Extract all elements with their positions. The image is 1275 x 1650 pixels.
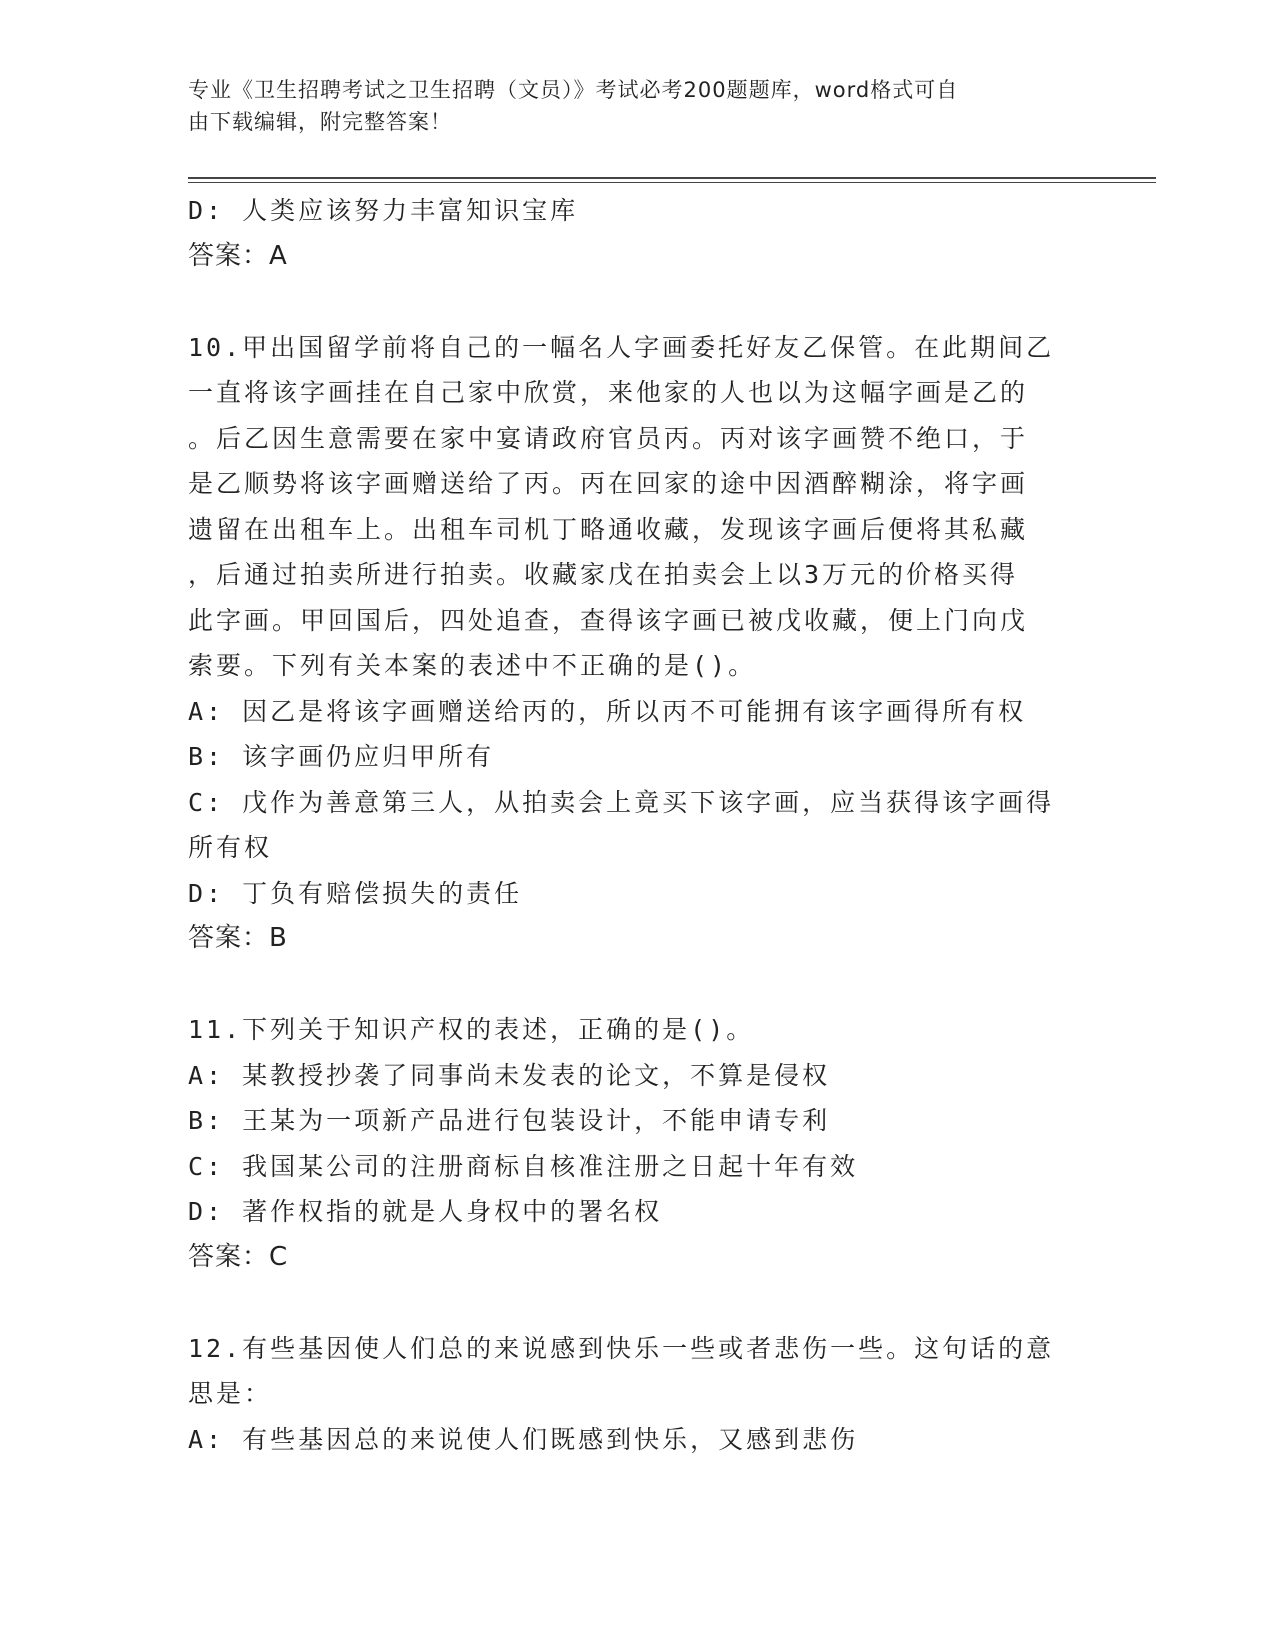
q10-option-c-line-1: C: 戊作为善意第三人，从拍卖会上竟买下该字画，应当获得该字画得 <box>188 787 1055 817</box>
q11-answer: 答案：C <box>188 1241 289 1272</box>
q12-option-a: A: 有些基因总的来说使人们既感到快乐，又感到悲伤 <box>188 1424 859 1454</box>
q9-answer: 答案：A <box>188 240 288 271</box>
q10-option-c-line-2: 所有权 <box>188 833 273 862</box>
q9-option-d: D: 人类应该努力丰富知识宝库 <box>188 196 579 225</box>
header-title-line-2: 由下载编辑，附完整答案！ <box>188 110 452 134</box>
question-9-tail <box>188 188 1088 279</box>
q10-stem-line-5: 遗留在出租车上。出租车司机丁略通收藏，发现该字画后便将其私藏 <box>188 514 1029 544</box>
q10-option-d: D: 丁负有赔偿损失的责任 <box>188 878 523 908</box>
page-header <box>188 74 1068 138</box>
q10-stem-line-1: 10.甲出国留学前将自己的一幅名人字画委托好友乙保管。在此期间乙 <box>188 332 1055 362</box>
question-10 <box>188 325 1088 962</box>
spacer <box>188 279 1088 325</box>
header-title-line-1: 专业《卫生招聘考试之卫生招聘（文员）》考试必考200题题库，word格式可自 <box>188 78 959 102</box>
question-11 <box>188 1007 1088 1280</box>
q10-stem-line-8: 索要。下列有关本案的表述中不正确的是()。 <box>188 651 757 680</box>
q10-stem-line-2: 一直将该字画挂在自己家中欣赏，来他家的人也以为这幅字画是乙的 <box>188 378 1029 407</box>
q11-stem: 11.下列关于知识产权的表述，正确的是()。 <box>188 1015 755 1044</box>
q10-option-a: A: 因乙是将该字画赠送给丙的，所以丙不可能拥有该字画得所有权 <box>188 696 1027 726</box>
header-divider-thick <box>188 177 1156 179</box>
question-12 <box>188 1326 1088 1463</box>
q11-option-a: A: 某教授抄袭了同事尚未发表的论文，不算是侵权 <box>188 1060 831 1090</box>
header-divider-thin <box>188 182 1156 183</box>
q11-option-c: C: 我国某公司的注册商标自核准注册之日起十年有效 <box>188 1151 859 1181</box>
q10-stem-line-7: 此字画。甲回国后，四处追查，查得该字画已被戊收藏，便上门向戊 <box>188 605 1029 635</box>
q11-option-b: B: 王某为一项新产品进行包装设计，不能申请专利 <box>188 1106 831 1135</box>
spacer <box>188 1280 1088 1326</box>
q10-stem-line-6: ，后通过拍卖所进行拍卖。收藏家戊在拍卖会上以3万元的价格买得 <box>188 560 1019 589</box>
q10-option-b: B: 该字画仍应归甲所有 <box>188 742 495 771</box>
document-body <box>188 188 1088 1462</box>
q12-stem-line-2: 思是： <box>188 1379 273 1408</box>
q11-option-d: D: 著作权指的就是人身权中的署名权 <box>188 1197 663 1226</box>
q10-answer: 答案：B <box>188 923 288 953</box>
q10-stem-line-3: 。后乙因生意需要在家中宴请政府官员丙。丙对该字画赞不绝口，于 <box>188 423 1029 453</box>
spacer <box>188 962 1088 1008</box>
q12-stem-line-1: 12.有些基因使人们总的来说感到快乐一些或者悲伤一些。这句话的意 <box>188 1333 1055 1363</box>
q10-stem-line-4: 是乙顺势将该字画赠送给了丙。丙在回家的途中因酒醉糊涂，将字画 <box>188 469 1029 498</box>
